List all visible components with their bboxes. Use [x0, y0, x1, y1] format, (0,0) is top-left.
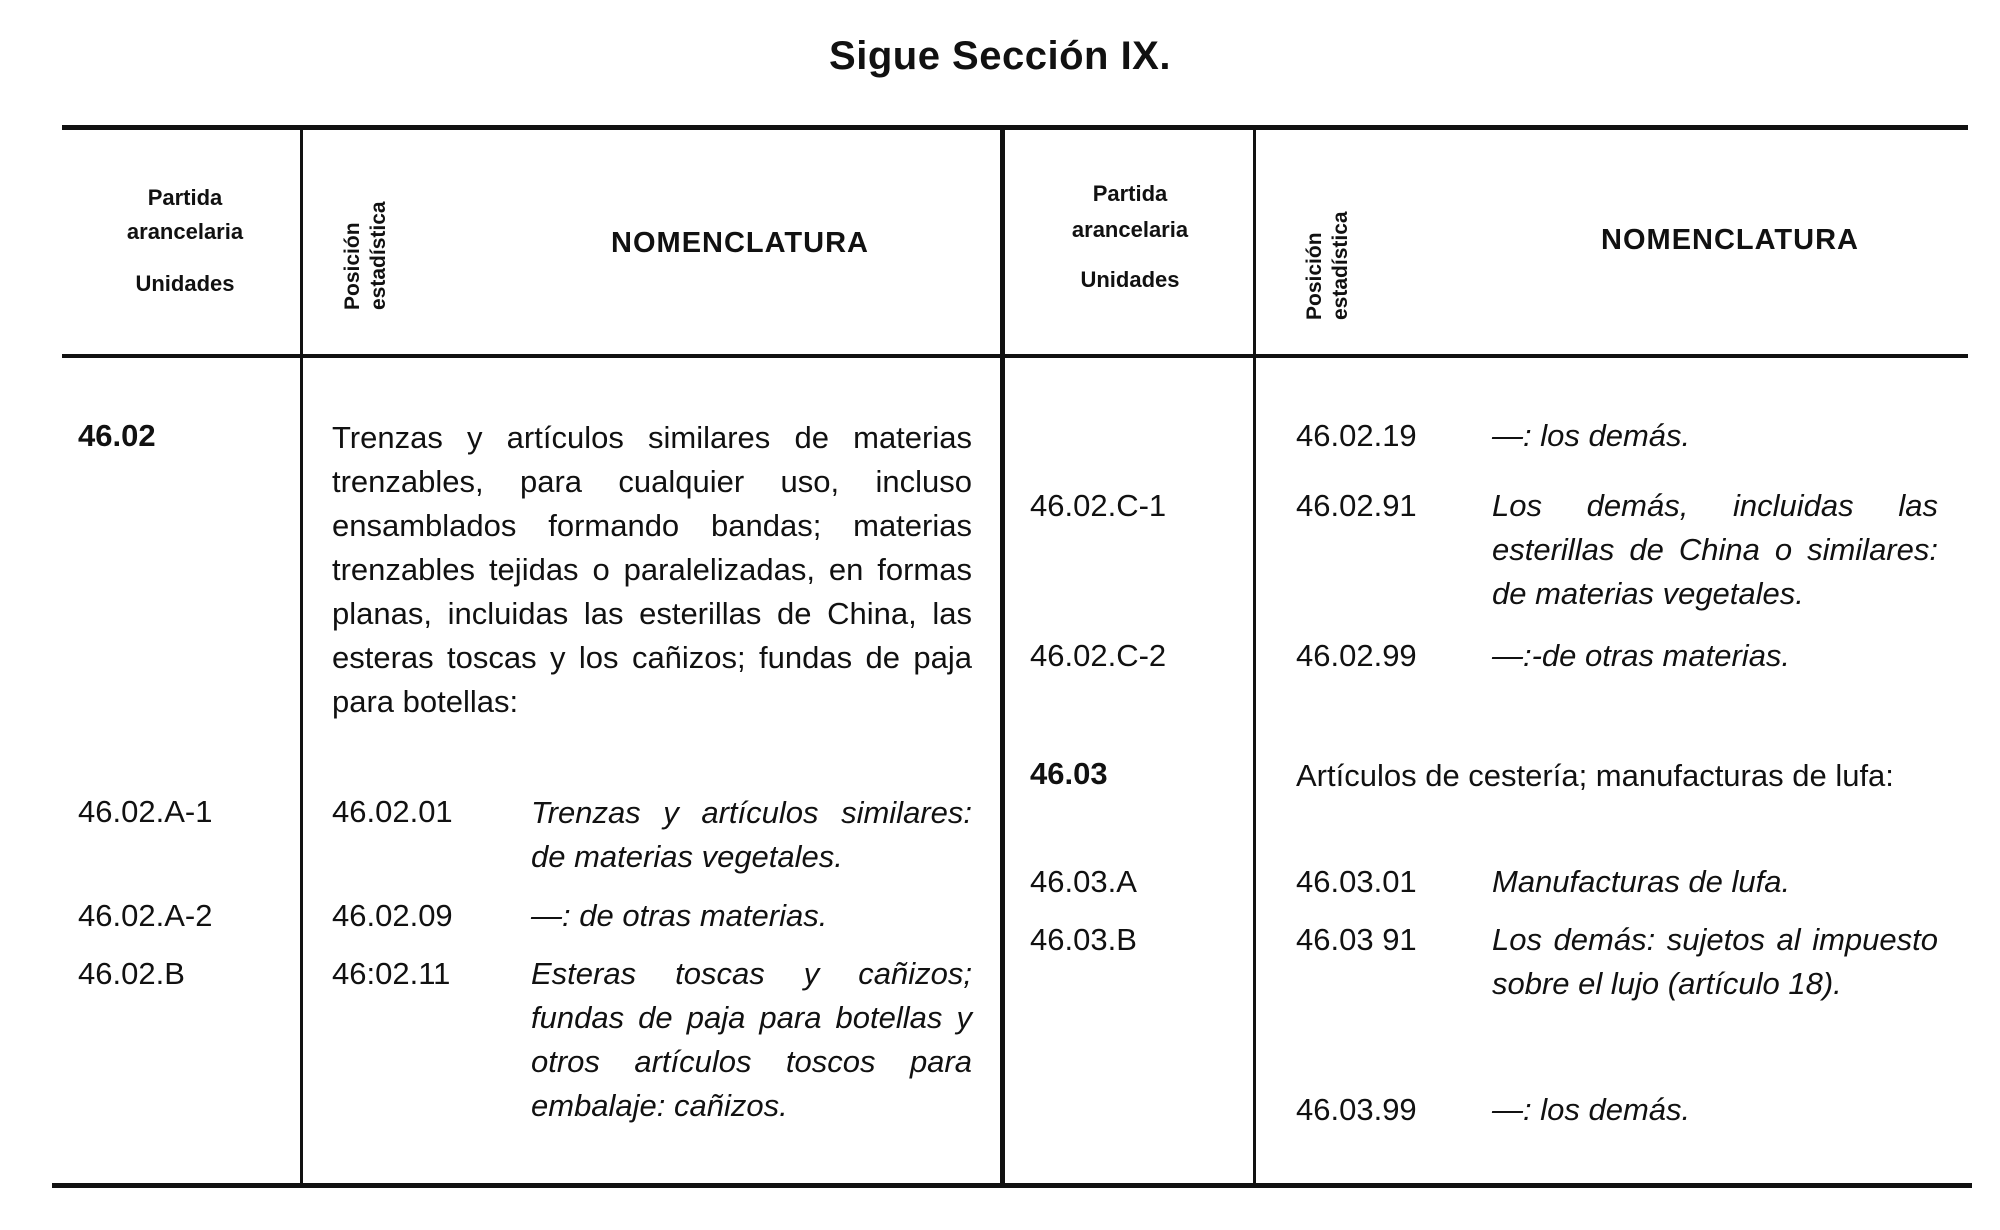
header-bottom-rule: [62, 354, 1968, 358]
nomenclatura-46-03-91: Los demás: sujetos al impuesto sobre el lujo (artículo 18).: [1492, 922, 1938, 1001]
posicion-46-02-91: 46.02.91: [1296, 488, 1417, 523]
nomenclatura-46-02-99: —:-de otras materias.: [1492, 638, 1791, 673]
posicion-46-02-01: 46.02.01: [332, 794, 453, 829]
nomenclatura-46-03-99: —: los demás.: [1492, 1092, 1691, 1127]
posicion-46-02-99: 46.02.99: [1296, 638, 1417, 673]
header-nomenclatura-left: NOMENCLATURA: [611, 227, 869, 259]
nomenclatura-46-02-91: Los demás, incluidas las esterillas de China o similares: de materias vegetales.: [1492, 488, 1938, 611]
partida-46-02: 46.02: [78, 418, 156, 453]
nomenclatura-46-02-11: Esteras toscas y cañizos; fundas de paja para botellas y otros artículos toscos para embalaje: cañizos.: [531, 956, 972, 1123]
header-partida-label: Partida: [147, 185, 223, 210]
nomenclatura-46-03: Artículos de cestería; manufacturas de lufa:: [1296, 758, 1894, 793]
header-arancelaria-label: arancelaria: [126, 219, 244, 244]
header-estadistica-label: estadística: [1329, 211, 1352, 320]
nomenclatura-46-03-01: Manufacturas de lufa.: [1492, 864, 1791, 899]
header-estadistica-label: estadística: [367, 201, 390, 310]
nomenclatura-46-02-19: —: los demás.: [1492, 418, 1691, 453]
header-posicion-label: Posición: [341, 222, 364, 310]
partida-46-03: 46.03: [1030, 756, 1108, 791]
page-title: Sigue Sección IX.: [829, 34, 1171, 78]
header-arancelaria-label: arancelaria: [1071, 217, 1189, 242]
partida-46-03-a: 46.03.A: [1030, 864, 1137, 899]
table-top-rule: [62, 125, 1968, 130]
nomenclatura-46-02: Trenzas y artículos similares de materias trenzables, para cualquier uso, incluso ensamblados formando bandas; materias trenzables tejidas o paralelizadas, en formas planas, incluidas las esterillas de China, las esteras toscas y los cañizos; fundas de paja para botellas:: [332, 420, 972, 719]
posicion-46-03-91: 46.03 91: [1296, 922, 1417, 957]
header-partida-label: Partida: [1092, 181, 1168, 206]
posicion-46-02-11: 46:02.11: [332, 956, 451, 991]
partida-46-02-c-2: 46.02.C-2: [1030, 638, 1167, 673]
header-nomenclatura-right: NOMENCLATURA: [1601, 224, 1859, 256]
column-divider-3: [1253, 125, 1256, 1187]
column-divider-center: [1000, 125, 1005, 1187]
posicion-46-02-19: 46.02.19: [1296, 418, 1417, 453]
posicion-46-02-09: 46.02.09: [332, 898, 453, 933]
nomenclatura-46-02-01: Trenzas y artículos similares: de materias vegetales.: [531, 795, 972, 874]
partida-46-02-a-1: 46.02.A-1: [78, 794, 213, 829]
partida-46-03-b: 46.03.B: [1030, 922, 1137, 957]
header-posicion-right: [1302, 211, 1354, 320]
partida-46-02-a-2: 46.02.A-2: [78, 898, 213, 933]
column-divider-1: [300, 125, 303, 1187]
header-posicion-label: Posición: [1303, 232, 1326, 320]
partida-46-02-b: 46.02.B: [78, 956, 185, 991]
table-bottom-rule: [52, 1183, 1972, 1188]
header-unidades-label: Unidades: [135, 271, 235, 296]
posicion-46-03-01: 46.03.01: [1296, 864, 1417, 899]
partida-46-02-c-1: 46.02.C-1: [1030, 488, 1167, 523]
nomenclatura-46-02-09: —: de otras materias.: [531, 898, 828, 933]
header-posicion-left: [340, 201, 392, 310]
header-unidades-label: Unidades: [1080, 267, 1180, 292]
posicion-46-03-99: 46.03.99: [1296, 1092, 1417, 1127]
